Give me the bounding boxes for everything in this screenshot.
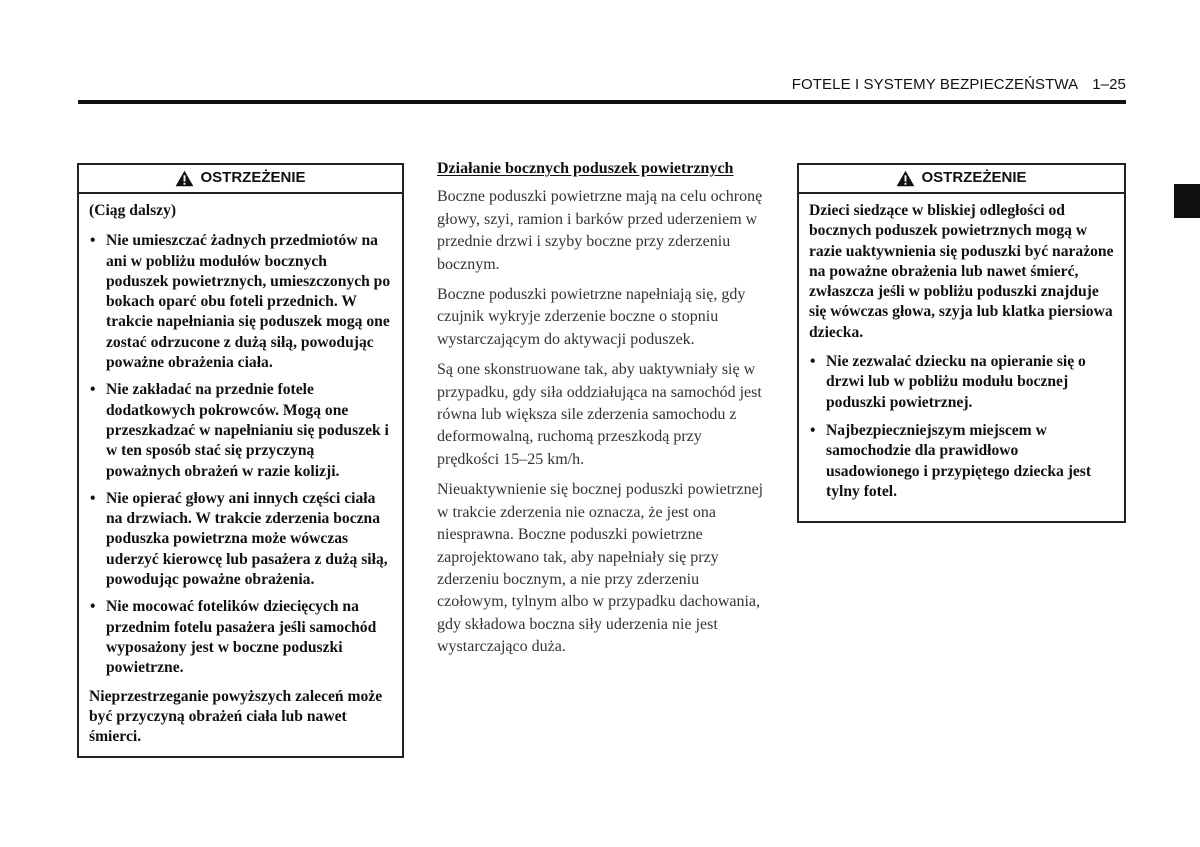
warning-content (799, 194, 1124, 518)
warning-box-left (77, 163, 404, 758)
page-number: 1–25 (1092, 76, 1126, 93)
warning-triangle-icon (896, 170, 915, 187)
warning-title-bar (799, 165, 1124, 194)
warning-list (809, 352, 1114, 502)
body-paragraph: Są one skonstruowane tak, aby uaktywniały się w przypadku, gdy siła oddziałująca na samochód jest równa lub większa sile zderzenia samochodu z deformowalną, ruchomą przeszkodą przy prędkości 15–25 km/h. (437, 361, 762, 468)
section-title: FOTELE I SYSTEMY BEZPIECZEŃSTWA (791, 76, 1079, 93)
section-tab-marker (1174, 184, 1200, 218)
warning-item: • Nie zezwalać dziecku na opieranie się o drzwi lub w pobliżu modułu bocznej poduszki powietrznej. (809, 352, 1114, 413)
warning-title-bar (79, 165, 402, 194)
warning-content (79, 194, 402, 755)
side-airbag-section (437, 158, 767, 667)
warning-closing: Nieprzestrzeganie powyższych zaleceń może być przyczyną obrażeń ciała lub nawet śmierci. (89, 687, 383, 746)
body-paragraph: Nieuaktywnienie się bocznej poduszki powietrznej w trakcie zderzenia nie oznacza, że jest ona niesprawna. Boczne poduszki powietrzne zaprojektowano tak, aby napełniały się przy zderzeniu bocznym, a nie przy zderzeniu czołowym, tylnym albo w przypadku dachowania, gdy składowa boczna siły uderzenia nie jest wystarczająco duża. (437, 481, 764, 656)
page-header (0, 76, 1126, 93)
warning-triangle-icon (175, 170, 194, 187)
warning-item: • Najbezpieczniejszym miejscem w samochodzie dla prawidłowo usadowionego i przypiętego dziecka jest tylny fotel. (809, 421, 1114, 502)
section-heading: Działanie bocznych poduszek powietrznych (437, 160, 734, 177)
body-paragraph: Boczne poduszki powietrzne napełniają się, gdy czujnik wykryje zderzenie boczne o stopniu wystarczającym do aktywacji poduszek. (437, 286, 746, 348)
body-paragraph: Boczne poduszki powietrzne mają na celu ochronę głowy, szyi, ramion i barków przed uderzeniem w przednie drzwi i szyby boczne przy zderzeniu bocznym. (437, 188, 763, 273)
warning-item: • Nie opierać głowy ani innych części ciała na drzwiach. W trakcie zderzenia boczna poduszka powietrzna może wówczas uderzyć kierowcę lub pasażera z dużą siłą, powodując poważne obrażenia. (89, 489, 392, 590)
header-rule (78, 100, 1126, 104)
warning-item: • Nie zakładać na przednie fotele dodatkowych pokrowców. Mogą one przeszkadzać w napełnianiu się poduszek i w ten sposób stać się przyczyną poważnych obrażeń w razie kolizji. (89, 380, 392, 481)
warning-title: OSTRZEŻENIE (921, 169, 1027, 187)
warning-list (89, 231, 392, 678)
continued-label: (Ciąg dalszy) (89, 202, 177, 219)
warning-item: • Nie umieszczać żadnych przedmiotów na ani w pobliżu modułów bocznych poduszek powietrznych, umieszczonych po bokach oparć obu foteli przednich. W trakcie napełniania się poduszek mogą one zostać odrzucone z dużą siłą, powodując poważne obrażenia ciała. (89, 231, 392, 373)
warning-intro: Dzieci siedzące w bliskiej odległości od bocznych poduszek powietrznych mogą w razie uaktywnienia się poduszki być narażone na poważne obrażenia lub nawet śmierć, zwłaszcza jeśli w pobliżu poduszki znajduje się wówczas głowa, szyja lub klatka piersiowa dziecka. (809, 202, 1114, 341)
warning-title: OSTRZEŻENIE (200, 169, 306, 187)
warning-item: • Nie mocować fotelików dziecięcych na przednim fotelu pasażera jeśli samochód wyposażony jest w boczne poduszki powietrzne. (89, 597, 392, 678)
warning-box-right (797, 163, 1126, 523)
